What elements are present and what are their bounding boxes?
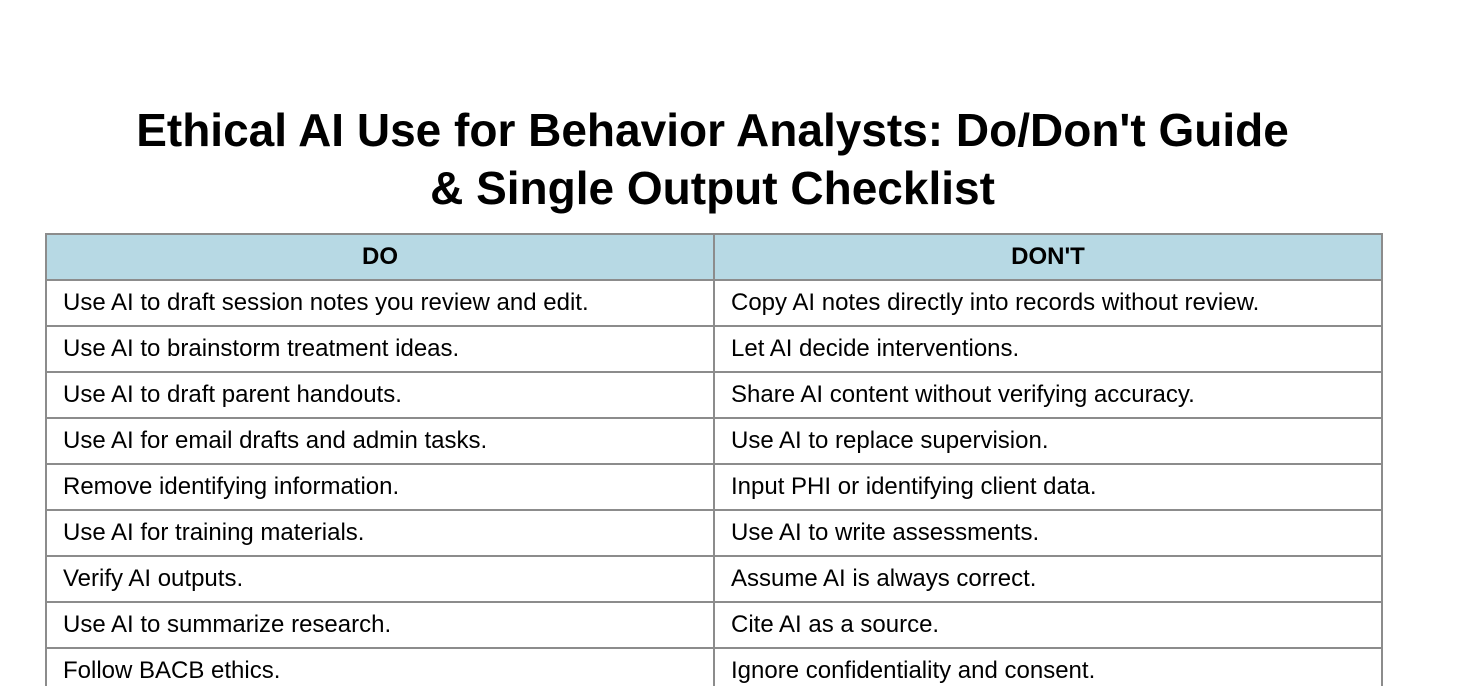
table-row (46, 418, 1382, 464)
dont-cell: Let AI decide interventions. (714, 326, 1382, 372)
do-dont-table (45, 233, 1383, 686)
table-row (46, 280, 1382, 326)
do-cell: Remove identifying information. (46, 464, 714, 510)
table-row (46, 556, 1382, 602)
dont-cell: Ignore confidentiality and consent. (714, 648, 1382, 686)
do-cell: Follow BACB ethics. (46, 648, 714, 686)
dont-cell: Share AI content without verifying accuracy. (714, 372, 1382, 418)
dont-cell: Cite AI as a source. (714, 602, 1382, 648)
table-row (46, 372, 1382, 418)
do-cell: Use AI to draft session notes you review and edit. (46, 280, 714, 326)
do-cell: Verify AI outputs. (46, 556, 714, 602)
table-row (46, 464, 1382, 510)
table-row (46, 510, 1382, 556)
dont-cell: Copy AI notes directly into records without review. (714, 280, 1382, 326)
do-cell: Use AI to summarize research. (46, 602, 714, 648)
page-title (0, 101, 1425, 217)
column-header-dont: DON'T (714, 234, 1382, 280)
dont-cell: Use AI to write assessments. (714, 510, 1382, 556)
do-cell: Use AI to draft parent handouts. (46, 372, 714, 418)
title-line-1: Ethical AI Use for Behavior Analysts: Do/Don't Guide (136, 103, 1289, 156)
table-header-row (46, 234, 1382, 280)
dont-cell: Assume AI is always correct. (714, 556, 1382, 602)
table-row (46, 648, 1382, 686)
dont-cell: Use AI to replace supervision. (714, 418, 1382, 464)
table-row (46, 326, 1382, 372)
title-line-2: & Single Output Checklist (430, 161, 995, 214)
do-cell: Use AI for training materials. (46, 510, 714, 556)
column-header-do: DO (46, 234, 714, 280)
do-cell: Use AI for email drafts and admin tasks. (46, 418, 714, 464)
dont-cell: Input PHI or identifying client data. (714, 464, 1382, 510)
do-cell: Use AI to brainstorm treatment ideas. (46, 326, 714, 372)
table-row (46, 602, 1382, 648)
